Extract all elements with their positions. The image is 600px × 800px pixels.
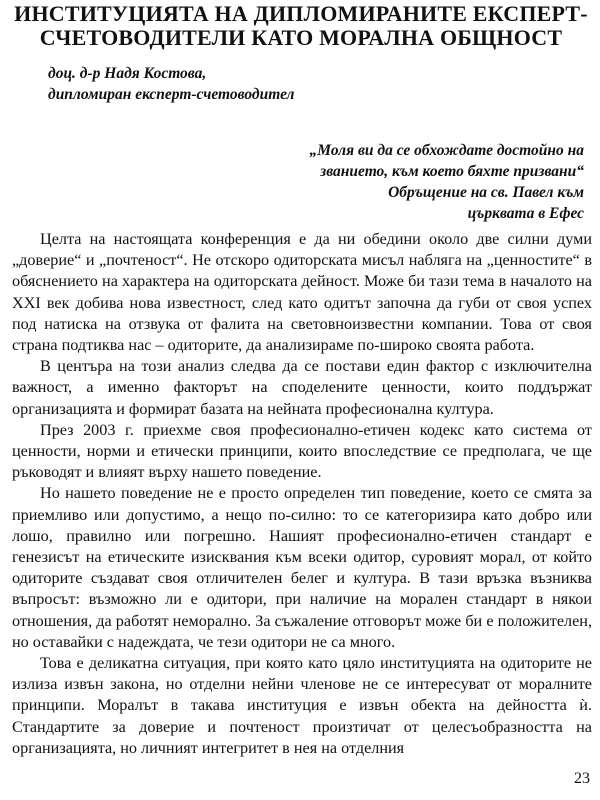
epigraph [164,140,584,224]
paragraph: В центъра на този анализ следва да се постави един фактор с изключителна важност, а именно факторът на споделените ценности, които поддържат организацията и формират базата на нейната професионална култура. [12,357,592,418]
page-title [10,2,592,50]
page-number: 23 [574,770,590,787]
author-block [48,63,295,105]
paragraph: Целта на настоящата конференция е да ни обедини около две силни думи „доверие“ и „почтеност“. Не отскоро одиторската мисъл набляга на „ценностите“ в обяснението на характера на одиторската дейност. Може би тази тема в началото на XXI век добива нова известност, след като одитът започна да губи от своя успех под натиска на отзвука от фалита на световноизвестни компании. Това от своя страна подтиква нас – одиторите, да анализираме по-широко своята работа. [12,230,592,355]
paragraph: През 2003 г. приехме своя професионално-етичен кодекс като система от ценности, норми и етически принципи, които впоследствие се предполага, че ще ръководят и влияят върху нашето поведение. [12,420,592,482]
author-position: дипломиран експерт-счетоводител [48,86,295,103]
epigraph-source-line-2: църквата в Ефес [467,205,584,222]
paragraph: Но нашето поведение не е просто определен тип поведение, което се смята за приемливо или допустимо, а нещо по-силно: то се категоризира като добро или лошо, правилно или погрешно. Нашият професионално-етичен стандарт е генезисът на етическите изисквания към всеки одитор, суровият морал, от който одиторите създават своя отличителен белег и култура. В тази връзка възниква въпросът: възможно ли е одитори, при наличие на морален стандарт в някои отношения, да работят неморално. За съжаление отговорът може би е положителен, но оставайки с надеждата, че тези одитори не са много. [12,484,592,651]
author-name: доц. д-р Надя Костова, [48,65,207,82]
title-line-2: СЧЕТОВОДИТЕЛИ КАТО МОРАЛНА ОБЩНОСТ [39,25,563,50]
body-text [12,229,592,759]
epigraph-source-line-1: Обръщение на св. Павел към [388,184,584,201]
paragraph: Това е деликатна ситуация, при която като цяло институцията на одиторите не излиза извън закона, но отделни нейни членове не се интересуват от моралните принципи. Моралът в такава институция е извън обекта на дейността ѝ. Стандартите за доверие и почтеност произтичат от целесъобразността на организацията, но личният интегритет в нея на отделния [12,654,592,757]
epigraph-quote-line-1: „Моля ви да се обхождате достойно на [309,142,584,159]
title-line-1: ИНСТИТУЦИЯТА НА ДИПЛОМИРАНИТЕ ЕКСПЕРТ- [14,1,588,26]
epigraph-quote-line-2: званието, към което бяхте призвани“ [320,163,584,180]
